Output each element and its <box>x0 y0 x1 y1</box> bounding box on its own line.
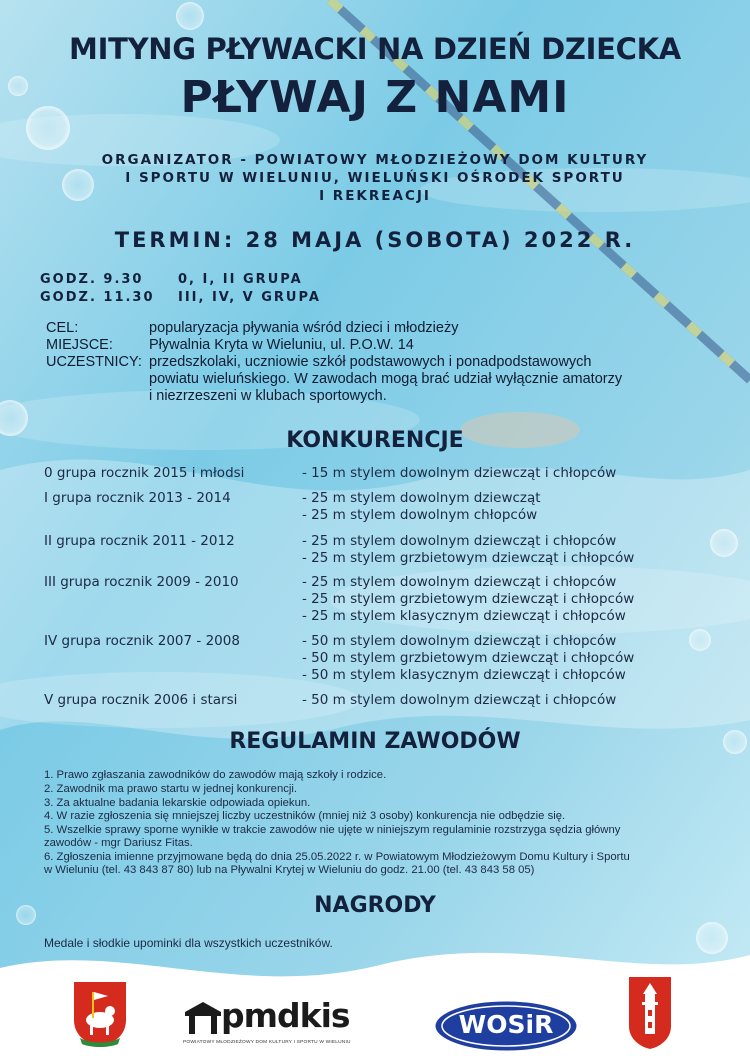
page-title: MITYNG PŁYWACKI NA DZIEŃ DZIECKA <box>69 32 681 66</box>
pmdkis-logo <box>181 996 393 1052</box>
event-date: TERMIN: 28 MAJA (SOBOTA) 2022 R. <box>114 228 636 252</box>
group-4-event-1: - 50 m stylem dowolnym dziewcząt i chłopców <box>302 633 617 649</box>
group-0-event-1: - 15 m stylem dowolnym dziewcząt i chłopców <box>302 465 617 481</box>
info-value-miejsce: Pływalnia Kryta w Wieluniu, ul. P.O.W. 14 <box>149 337 414 353</box>
group-label-3: III grupa rocznik 2009 - 2010 <box>44 574 239 590</box>
group-4-event-2: - 50 m stylem grzbietowym dziewcząt i chłopców <box>302 650 635 666</box>
county-coat-of-arms-logo <box>626 974 674 1052</box>
page-subtitle: PŁYWAJ Z NAMI <box>180 72 570 123</box>
rule-3: 3. Za aktualne badania lekarskie odpowiada opiekun. <box>44 797 311 809</box>
group-5-event-1: - 50 m stylem dowolnym dziewcząt i chłopców <box>302 692 617 708</box>
organizer-line-1: ORGANIZATOR - POWIATOWY MŁODZIEŻOWY DOM KULTURY <box>101 152 649 168</box>
group-label-2: II grupa rocznik 2011 - 2012 <box>44 533 235 549</box>
pmdkis-house-icon <box>183 1000 223 1036</box>
schedule-time-1: GODZ. 9.30 <box>40 272 144 287</box>
section-title-regulamin: REGULAMIN ZAWODÓW <box>229 729 521 754</box>
group-label-5: V grupa rocznik 2006 i starsi <box>44 692 238 708</box>
info-label-cel: CEL: <box>46 320 79 336</box>
group-4-event-3: - 50 m stylem klasycznym dziewcząt i chłopców <box>302 667 626 683</box>
rule-5-line-2: zawodów - mgr Dariusz Fitas. <box>44 837 193 849</box>
group-1-event-1: - 25 m stylem dowolnym dziewcząt <box>302 490 541 506</box>
rule-6-line-1: 6. Zgłoszenia imienne przyjmowane będą do dnia 25.05.2022 r. w Powiatowym Młodzieżowym Domu Kultury i Sportu <box>44 851 630 863</box>
info-value-uczestnicy-3: i niezrzeszeni w klubach sportowych. <box>149 388 387 404</box>
rule-5-line-1: 5. Wszelkie sprawy sporne wynikłe w trakcie zawodów nie ujęte w niniejszym regulaminie rozstrzyga sędzia główny <box>44 824 621 836</box>
group-3-event-2: - 25 m stylem grzbietowym dziewcząt i chłopców <box>302 591 635 607</box>
rule-6-line-2: w Wieluniu (tel. 43 843 87 80) lub na Pływalni Krytej w Wieluniu do godz. 21.00 (tel. 43 843 58 05) <box>44 864 535 876</box>
pmdkis-logo-text: pmdkis <box>221 996 350 1035</box>
organizer-line-2: I SPORTU W WIELUNIU, WIELUŃSKI OŚRODEK SPORTU <box>125 170 625 186</box>
info-value-uczestnicy-2: powiatu wieluńskiego. W zawodach mogą brać udział wyłącznie amatorzy <box>149 371 623 387</box>
group-label-1: I grupa rocznik 2013 - 2014 <box>44 490 231 506</box>
group-2-event-2: - 25 m stylem grzbietowym dziewcząt i chłopców <box>302 550 635 566</box>
info-label-uczestnicy: UCZESTNICY: <box>46 354 142 370</box>
rule-4: 4. W razie zgłoszenia się mniejszej liczby uczestników (mniej niż 3 osoby) konkurencja nie odbędzie się. <box>44 810 566 822</box>
wielun-coat-of-arms-logo <box>70 978 130 1050</box>
group-3-event-3: - 25 m stylem klasycznym dziewcząt i chłopców <box>302 608 626 624</box>
schedule-groups-2: III, IV, V GRUPA <box>178 290 321 305</box>
group-1-event-2: - 25 m stylem dowolnym chłopców <box>302 507 538 523</box>
info-value-uczestnicy-1: przedszkolaki, uczniowie szkół podstawowych i ponadpodstawowych <box>149 354 592 370</box>
group-3-event-1: - 25 m stylem dowolnym dziewcząt i chłopców <box>302 574 617 590</box>
group-label-0: 0 grupa rocznik 2015 i młodsi <box>44 465 245 481</box>
group-label-4: IV grupa rocznik 2007 - 2008 <box>44 633 240 649</box>
info-label-miejsce: MIEJSCE: <box>46 337 113 353</box>
pmdkis-caption: POWIATOWY MŁODZIEŻOWY DOM KULTURY I SPORTU W WIELUNIU <box>183 1040 351 1045</box>
schedule-groups-1: 0, I, II GRUPA <box>178 272 303 287</box>
organizer-line-3: I REKREACJI <box>319 188 431 204</box>
group-2-event-1: - 25 m stylem dowolnym dziewcząt i chłopców <box>302 533 617 549</box>
rule-2: 2. Zawodnik ma prawo startu w jednej konkurencji. <box>44 783 298 795</box>
section-title-konkurencje: KONKURENCJE <box>286 428 464 453</box>
wosir-logo-text: WOSiR <box>458 1010 554 1039</box>
schedule-time-2: GODZ. 11.30 <box>40 290 155 305</box>
section-title-nagrody: NAGRODY <box>314 893 436 918</box>
rule-1: 1. Prawo zgłaszania zawodników do zawodów mają szkoły i rodzice. <box>44 769 387 781</box>
prizes-text: Medale i słodkie upominki dla wszystkich uczestników. <box>44 936 333 950</box>
info-value-cel: popularyzacja pływania wśród dzieci i młodzieży <box>149 320 459 336</box>
